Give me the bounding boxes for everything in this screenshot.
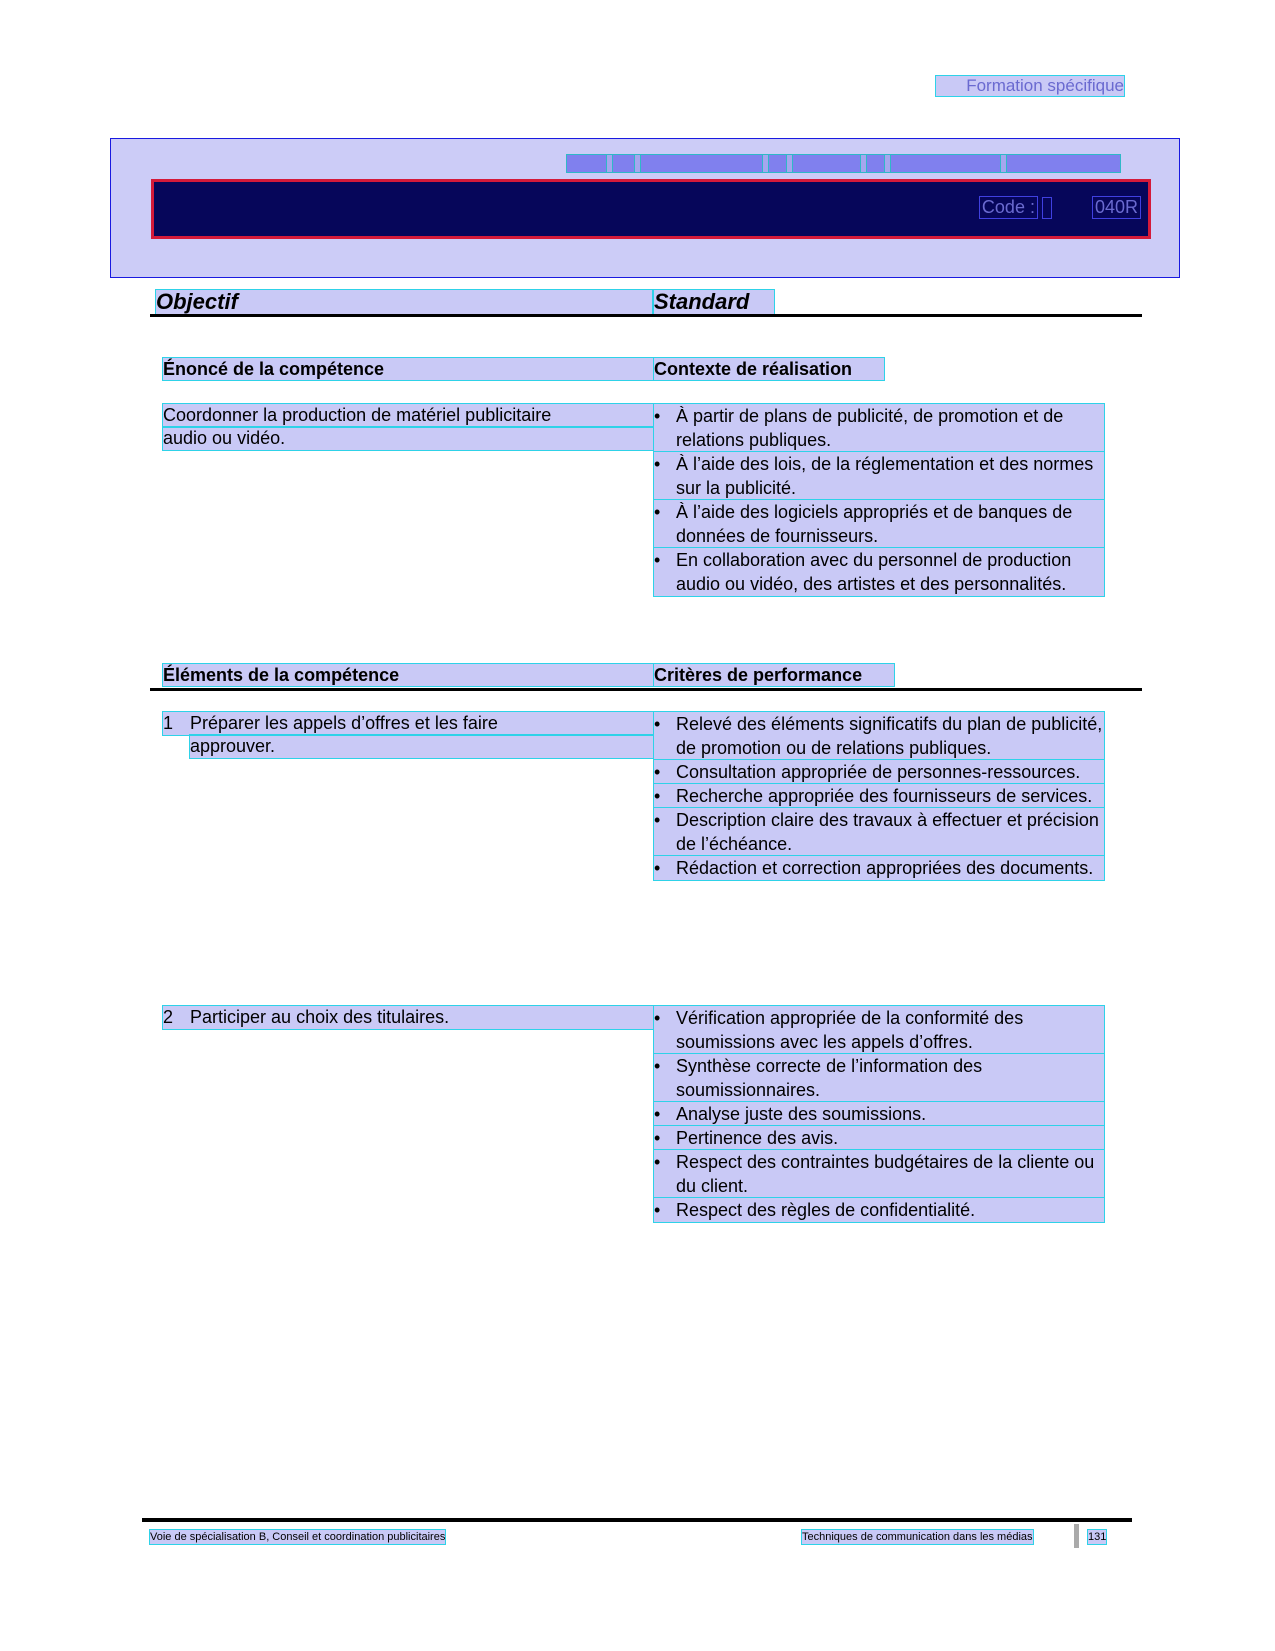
bullet-icon: •	[654, 454, 661, 474]
competence-statement	[163, 404, 653, 450]
stripe-segment	[769, 155, 787, 172]
criterion-item: Rédaction et correction appropriées des documents.	[654, 856, 1104, 880]
code-block	[980, 197, 1140, 218]
code-label: Code :	[981, 197, 1035, 217]
context-item: À l’aide des lois, de la réglementation et des normes sur la publicité.	[654, 452, 1104, 500]
criteria-list	[654, 1006, 1104, 1222]
bullet-icon: •	[654, 502, 661, 522]
context-list	[654, 404, 1104, 596]
criterion-item: Relevé des éléments significatifs du plan de publicité, de promotion ou de relations publiques.	[654, 712, 1104, 760]
bullet-icon: •	[654, 714, 661, 734]
context-heading: Contexte de réalisation	[654, 358, 884, 380]
element-text: Préparer les appels d’offres et les faire	[190, 713, 498, 733]
list-item	[654, 548, 1104, 596]
bullet-icon: •	[654, 406, 661, 426]
divider	[150, 688, 1142, 691]
footer-title: Techniques de communication dans les médias	[802, 1531, 1033, 1543]
list-item	[654, 760, 1104, 784]
element-item	[163, 1006, 653, 1029]
criterion-item: Recherche appropriée des fournisseurs de services.	[654, 784, 1104, 808]
bullet-icon: •	[654, 1008, 661, 1028]
section-label: Formation spécifique	[936, 76, 1124, 96]
competence-line: Coordonner la production de matériel publicitaire	[163, 404, 653, 427]
list-item	[654, 1198, 1104, 1222]
footer-program: Voie de spécialisation B, Conseil et coordination publicitaires	[150, 1531, 446, 1543]
element-line	[163, 1006, 653, 1029]
header-banner	[110, 138, 1180, 278]
element-line	[163, 712, 653, 735]
bullet-icon: •	[654, 550, 661, 570]
code-separator	[1043, 198, 1051, 218]
footer-separator	[1074, 1524, 1079, 1548]
bullet-icon: •	[654, 858, 661, 878]
list-item	[654, 1006, 1104, 1054]
element-line: approuver.	[190, 735, 659, 758]
element-text: Participer au choix des titulaires.	[190, 1007, 450, 1027]
list-item	[654, 404, 1104, 452]
criterion-item: Respect des règles de confidentialité.	[654, 1198, 1104, 1222]
bullet-icon: •	[654, 1200, 661, 1220]
context-item: À partir de plans de publicité, de promotion et de relations publiques.	[654, 404, 1104, 452]
criterion-item: Description claire des travaux à effectuer et précision de l’échéance.	[654, 808, 1104, 856]
context-item: À l’aide des logiciels appropriés et de banques de données de fournisseurs.	[654, 500, 1104, 548]
list-item	[654, 712, 1104, 760]
list-item	[654, 1054, 1104, 1102]
criterion-item: Analyse juste des soumissions.	[654, 1102, 1104, 1126]
criterion-item: Pertinence des avis.	[654, 1126, 1104, 1150]
page-number: 131	[1088, 1531, 1107, 1543]
list-item	[654, 452, 1104, 500]
stripe-segment	[891, 155, 1001, 172]
list-item	[654, 1102, 1104, 1126]
criterion-item: Vérification appropriée de la conformité des soumissions avec les appels d’offres.	[654, 1006, 1104, 1054]
list-item	[654, 500, 1104, 548]
stripe-segment	[1007, 155, 1120, 172]
criterion-item: Consultation appropriée de personnes-ressources.	[654, 760, 1104, 784]
code-value: 040R	[1094, 197, 1138, 217]
criterion-item: Synthèse correcte de l’information des soumissionnaires.	[654, 1054, 1104, 1102]
competence-heading: Énoncé de la compétence	[163, 358, 653, 380]
footer-divider	[142, 1518, 1132, 1522]
column-heading-objectif: Objectif	[156, 290, 652, 314]
criteria-heading: Critères de performance	[654, 664, 894, 686]
divider	[150, 314, 1142, 317]
element-number: 1	[163, 713, 174, 733]
title-bar	[151, 179, 1151, 239]
list-item	[654, 1126, 1104, 1150]
list-item	[654, 784, 1104, 808]
element-number: 2	[163, 1007, 174, 1027]
bullet-icon: •	[654, 1056, 661, 1076]
criterion-item: Respect des contraintes budgétaires de la cliente ou du client.	[654, 1150, 1104, 1198]
stripe-segment	[793, 155, 861, 172]
decorative-stripe	[567, 155, 1122, 172]
bullet-icon: •	[654, 786, 661, 806]
stripe-segment	[641, 155, 763, 172]
column-heading-standard: Standard	[654, 290, 774, 314]
stripe-segment	[867, 155, 885, 172]
context-item: En collaboration avec du personnel de production audio ou vidéo, des artistes et des personnalités.	[654, 548, 1104, 596]
list-item	[654, 856, 1104, 880]
element-item	[163, 712, 653, 758]
stripe-segment	[613, 155, 635, 172]
competence-line: audio ou vidéo.	[163, 427, 659, 450]
bullet-icon: •	[654, 762, 661, 782]
bullet-icon: •	[654, 810, 661, 830]
list-item	[654, 808, 1104, 856]
bullet-icon: •	[654, 1104, 661, 1124]
bullet-icon: •	[654, 1152, 661, 1172]
list-item	[654, 1150, 1104, 1198]
elements-heading: Éléments de la compétence	[163, 664, 653, 686]
criteria-list	[654, 712, 1104, 880]
stripe-segment	[567, 155, 607, 172]
bullet-icon: •	[654, 1128, 661, 1148]
